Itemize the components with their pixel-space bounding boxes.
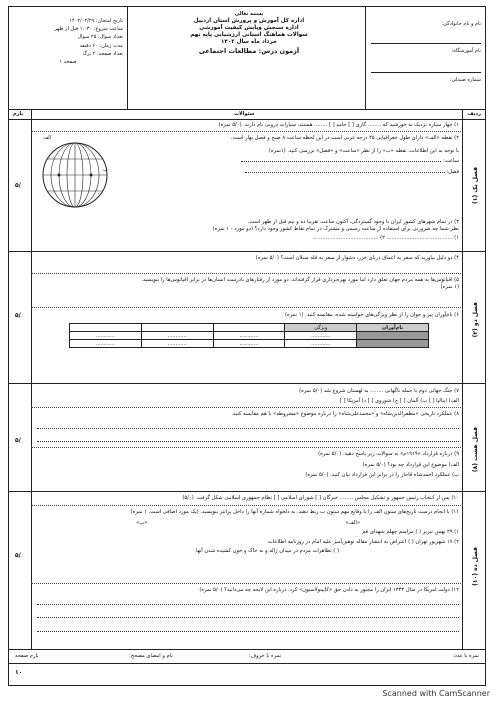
- table-cell: [357, 340, 429, 348]
- col-a-header: «الف»: [345, 519, 360, 526]
- seat-field[interactable]: شماره صندلی:: [450, 77, 481, 83]
- footer-page-points: ۱۰: [15, 669, 23, 676]
- table-cell[interactable]: ............: [213, 340, 285, 348]
- q11-row-1[interactable]: ۱) ۲۹ بهمن تبریز ( ) مراسم چهلم شهدای قم: [362, 529, 459, 536]
- center-header: [149, 11, 349, 55]
- q6: ۶) نام‌آوران پیر و جوان را از نظر ویژگی‌های خواسته شده، مقایسه کنید. (۱ نمره): [285, 312, 459, 318]
- q9: ۹) درباره قرارداد «۱۹۱۹م» به سوالات زیر پاسخ دهید. (۵/۰ نمره): [318, 451, 459, 457]
- table-col-2: [141, 324, 213, 332]
- table-cell[interactable]: ............: [213, 332, 285, 340]
- org-4: خرداد ماه سال ۱۴۰۲: [220, 39, 277, 45]
- section-1-score: ۵/: [15, 182, 21, 189]
- course-title: آزمون درس: مطالعات اجتماعی: [198, 47, 300, 55]
- q1: ۱) چهار سیاره نزدیک به خورشید که ........ گازی [ ] جامد [ ] ........ هستند، سیارات درونی نام دارند. (۵/۰ نمره): [218, 122, 459, 128]
- q7-options[interactable]: الف) ایتالیا [ ] ب) آلمان [ ] ج) شوروی [ ] د) آمریکا [ ]: [339, 397, 459, 404]
- name-field[interactable]: نام و نام خانوادگی:: [371, 21, 481, 44]
- section-2-score: ۵/: [15, 312, 21, 319]
- section-2-label: فصل دو (۲): [472, 302, 479, 338]
- section-4-score: ۵/: [15, 552, 21, 559]
- q5-score: (۱ نمره): [440, 283, 459, 290]
- col-b-header: «ب»: [136, 519, 148, 526]
- table-cell[interactable]: ............: [285, 332, 357, 340]
- footer-total-points: بارم صفحه: [15, 653, 39, 659]
- footer-score-letters: نمره با حروف:: [249, 653, 282, 659]
- q10: ۱۰) پس از انتخاب رئیس جمهور و تشکیل مجلس ........ خبرگان [ ] شورای اسلامی [ ] نظام جمهوری اسلامی شکل گرفت. (۵/۰): [182, 495, 459, 501]
- question-count: تعداد سوال: ۲۵ سوال: [77, 34, 123, 41]
- table-cell[interactable]: ............: [70, 332, 142, 340]
- table-col-4: ویژگی: [285, 324, 357, 332]
- section-4-label: فصل ده (۱۰): [472, 547, 479, 586]
- q2-hour[interactable]: ساعت:: [119, 158, 459, 165]
- globe-label-a: الف: [43, 135, 52, 141]
- col-questions: سئوالات: [234, 111, 255, 117]
- table-cell[interactable]: ............: [70, 340, 142, 348]
- exam-sheet: [8, 6, 486, 686]
- q7: ۷) جنگ جهانی دوم با حمله ناگهانی ........ به لهستان شروع شد (۵/۰ نمره): [299, 388, 459, 394]
- globe-label-b: ب: [103, 167, 108, 173]
- q9-b[interactable]: ب) عملکرد احمدشاه قاجار را در برابر این قرارداد بیان کنید. (۵/۰ نمره): [305, 472, 459, 479]
- q2-season[interactable]: فصل:: [119, 169, 459, 176]
- q11: ۱۱) با انجام درست تاریخ‌های ستون الف را با وقایع مهم ستون ب ربط دهید. به دلخواه شماره آنها را داخل پرانتز بنویسید. (یک مورد اضافی است. ۱ نمره): [130, 509, 459, 515]
- q4: ۴) دو دلیل بیاورید که سفر به اعماق دریای خزر، دشوار از سفر به قله سبلان است؟ (۵/۰ نمره): [255, 255, 459, 261]
- right-info: [371, 21, 481, 95]
- q12: ۱۲) دولت امریکا در سال ۱۳۴۳ ایران را مجبور به دادن حق «کاپیتولاسیون» کرد. درباره این لایحه چه می‌دانید؟ (۵/۰ نمره): [199, 587, 459, 593]
- section-1-label: فصل یک (۱): [472, 167, 479, 204]
- table-header: نام‌آوران: [357, 324, 429, 332]
- scanner-watermark: Scanned with CamScanner: [382, 689, 490, 698]
- q5: ۵) اقیانوس‌ها به همه مردم جهان تعلق دارد اما مورد بهره‌برداری قرار گرفته‌اند. دو مورد از رفتارهای نادرست انسان‌ها در برابر اقیانوس‌ها را بنویسید.: [141, 277, 459, 283]
- table-cell: [357, 332, 429, 340]
- q12-answer[interactable]: [37, 594, 459, 605]
- exam-date: تاریخ امتحان: ۱۴۰۲/۰۲/۲۹: [69, 18, 123, 24]
- q8-answer[interactable]: [37, 431, 459, 442]
- q6-table: [69, 323, 429, 348]
- q3-sub: نظر شما چه ضرورتی برای استفاده از ساعت رسمی و مشترک در تمام نقاط کشور وجود دارد؟ (دو مورد - ۱ نمره): [212, 225, 459, 232]
- table-cell[interactable]: ............: [285, 340, 357, 348]
- org-2: اداره سنجش وپایش کیفیت آموزشی: [199, 25, 299, 31]
- table-col-3: [213, 324, 285, 332]
- org-3: سوالات هماهنگ استانی ارزشیابی پایه نهم: [190, 32, 308, 38]
- table-col-1: [70, 324, 142, 332]
- page-count: تعداد صفحه: ۲ برگ: [82, 50, 123, 57]
- q2-sub: با توجه به این اطلاعات، نقطه «ب» را از نظر «ساعت» و «فصل» بررسی کنید. (۱نمره): [268, 147, 459, 154]
- col-row: ردیف: [467, 111, 481, 117]
- q2: ۲) نقطه «الف» دارای طول جغرافیایی ۴۵ درجه غربی است در این لحظه ساعت ۸ صبح و فصل بهار است.: [230, 135, 459, 141]
- left-info: [13, 17, 123, 66]
- page-number: صفحه ۱: [59, 59, 77, 66]
- section-3-score: ۵/: [15, 437, 21, 444]
- globe-icon: [39, 139, 111, 211]
- q9-a[interactable]: الف) موضوع این قرارداد چه بود؟ (۵/۰ نمره): [362, 461, 459, 468]
- school-field[interactable]: نام آموزشگاه:: [371, 44, 481, 73]
- table-cell[interactable]: ............: [141, 340, 213, 348]
- footer-teacher-sign: نام و امضای مصحح:: [129, 653, 173, 659]
- duration: مدت زمان: ۶۰ دقیقه: [79, 42, 123, 49]
- col-score: بارم: [13, 111, 24, 117]
- q8-answer[interactable]: [37, 418, 459, 429]
- section-3-label: فصل هشت (۸): [472, 427, 479, 473]
- q11-row-3[interactable]: ( ) تظاهرات مردم در میدان ژاله و به خاک و خون کشیده شدن آنها: [195, 548, 339, 555]
- q11-row-2[interactable]: ۲) ۱۷ شهریور تهران ( ) اعتراض به انتشار مقاله توهین‌آمیز علیه امام در روزنامه اطلاعات: [267, 538, 459, 545]
- header: [9, 7, 485, 109]
- table-cell[interactable]: ............: [141, 332, 213, 340]
- q8: ۸) عملکرد تاریخی «مظفرالدین‌شاه» و «محمدعلی‌شاه» را درباره موضوع «مشروطه» با هم مقایسه کنید.: [231, 411, 459, 417]
- q3-answers[interactable]: ۱) ........................................ ۲) ........................................: [312, 235, 459, 242]
- q12-answer[interactable]: [37, 621, 459, 632]
- q12-answer[interactable]: [37, 607, 459, 618]
- bismillah: بسمه تعالی: [234, 11, 264, 17]
- org-1: اداره کل آموزش و پرورش استان اردبیل: [193, 18, 305, 24]
- q3: ۳) در تمام شهرهای کشور ایران با وجود گستردگی، اکنون ساعت تقریبا ده و نیم قبل از ظهر است.: [247, 219, 459, 225]
- start-time: ساعت شروع: ۱۰:۳۰ قبل از ظهر: [54, 26, 123, 33]
- footer: [9, 649, 485, 685]
- footer-total-score: نمره با عدد:: [452, 653, 479, 659]
